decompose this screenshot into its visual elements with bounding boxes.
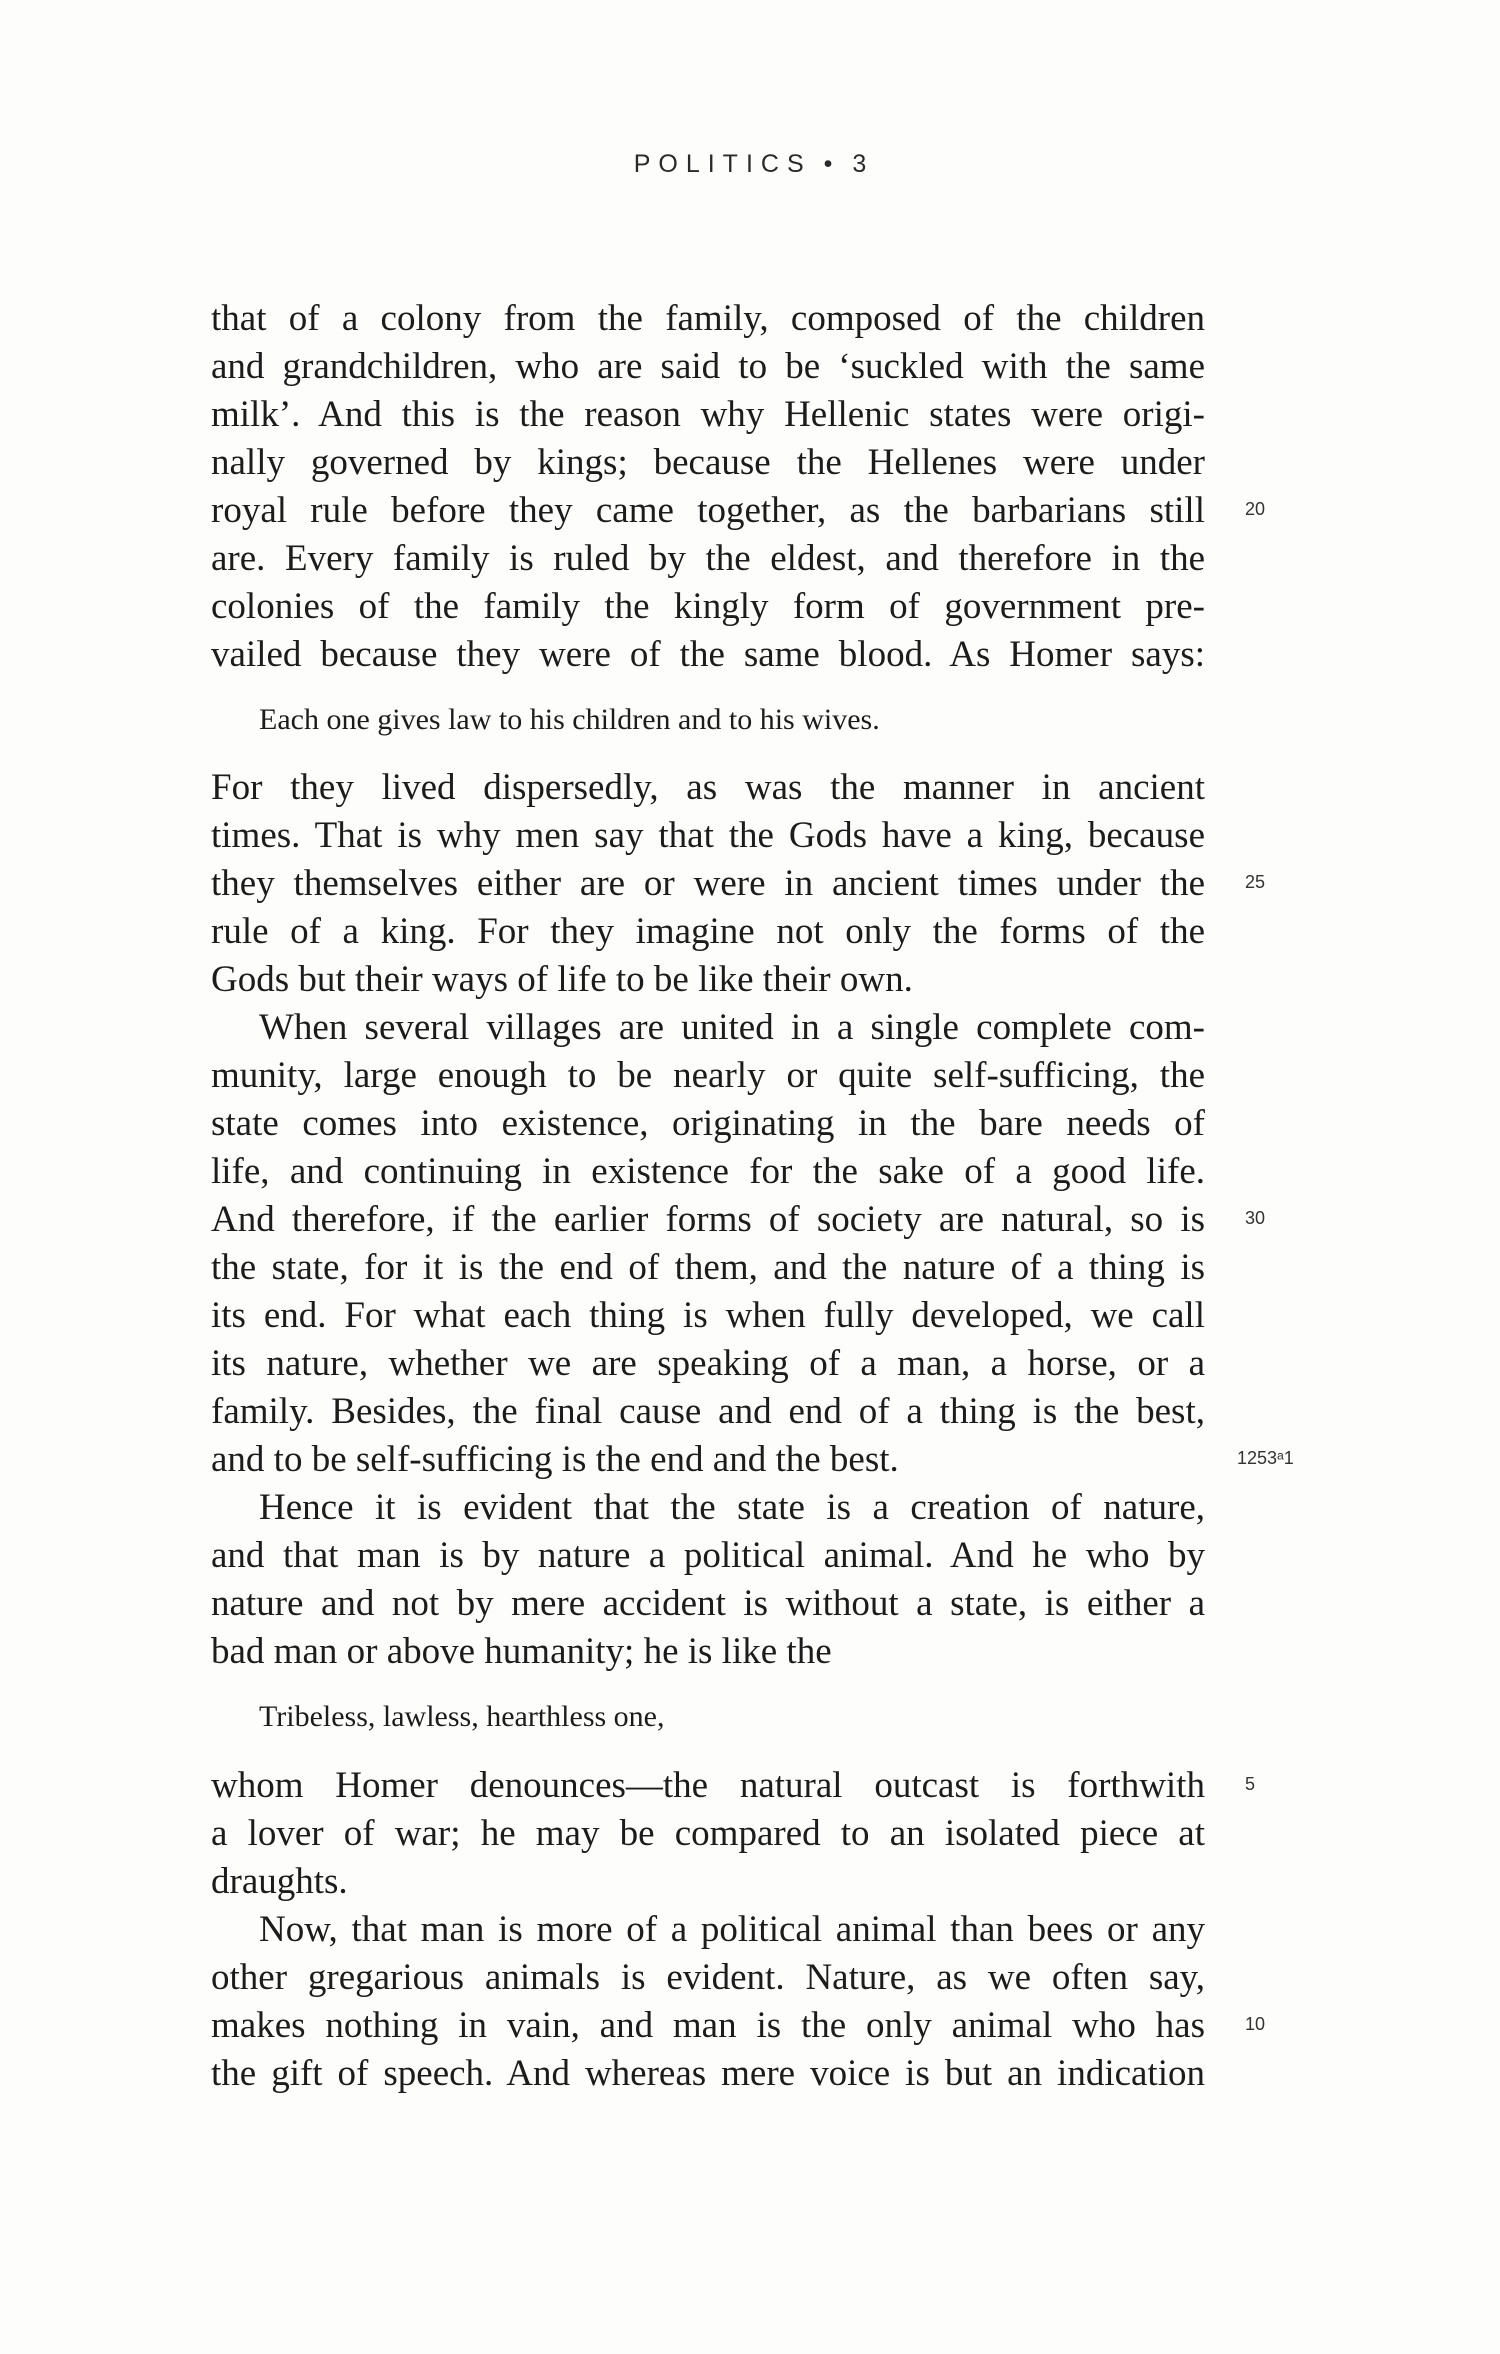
- text-line: bad man or above humanity; he is like the: [211, 1631, 832, 1672]
- text-line: its nature, whether we are speaking of a man, a horse, or a: [211, 1343, 1205, 1384]
- text-line: family. Besides, the final cause and end of a thing is the best,: [211, 1391, 1205, 1432]
- text-line: vailed because they were of the same blood. As Homer says:: [211, 634, 1205, 675]
- text-line: the gift of speech. And whereas mere voice is but an indication: [211, 2053, 1205, 2094]
- bekker-reference: 1253ᵃ1: [1237, 1448, 1294, 1468]
- text-line: munity, large enough to be nearly or quite self-sufficing, the: [211, 1055, 1205, 1096]
- text-line: and that man is by nature a political animal. And he who by: [211, 1535, 1205, 1576]
- text-line: nally governed by kings; because the Hellenes were under: [211, 442, 1205, 483]
- text-line: Gods but their ways of life to be like their own.: [211, 959, 913, 1000]
- text-line: its end. For what each thing is when fully developed, we call: [211, 1295, 1205, 1336]
- text-line: For they lived dispersedly, as was the manner in ancient: [211, 767, 1205, 808]
- text-line: life, and continuing in existence for the sake of a good life.: [211, 1151, 1205, 1192]
- text-line: milk’. And this is the reason why Hellenic states were origi-: [211, 394, 1205, 435]
- text-line: nature and not by mere accident is without a state, is either a: [211, 1583, 1205, 1624]
- text-line: are. Every family is ruled by the eldest, and therefore in the: [211, 538, 1205, 579]
- text-line: colonies of the family the kingly form of government pre-: [211, 586, 1205, 627]
- text-line: and to be self-sufficing is the end and the best.: [211, 1439, 899, 1480]
- text-line: that of a colony from the family, composed of the children: [211, 298, 1205, 339]
- verse-quote: Tribeless, lawless, hearthless one,: [259, 1700, 665, 1733]
- text-line: When several villages are united in a single complete com-: [259, 1007, 1205, 1048]
- verse-quote: Each one gives law to his children and to his wives.: [259, 703, 880, 736]
- line-number: 30: [1245, 1208, 1266, 1228]
- page-number: 3: [852, 150, 867, 178]
- text-line: the state, for it is the end of them, and the nature of a thing is: [211, 1247, 1205, 1288]
- text-line: And therefore, if the earlier forms of society are natural, so is: [211, 1199, 1205, 1240]
- text-line: rule of a king. For they imagine not only the forms of the: [211, 911, 1205, 952]
- running-head: [0, 150, 1500, 179]
- text-line: draughts.: [211, 1861, 348, 1902]
- text-line: Now, that man is more of a political animal than bees or any: [259, 1909, 1205, 1950]
- text-line: Hence it is evident that the state is a creation of nature,: [259, 1487, 1205, 1528]
- header-separator: •: [823, 150, 833, 178]
- text-line: times. That is why men say that the Gods have a king, because: [211, 815, 1205, 856]
- text-line: and grandchildren, who are said to be ‘suckled with the same: [211, 346, 1205, 387]
- text-line: royal rule before they came together, as the barbarians still: [211, 490, 1205, 531]
- text-line: other gregarious animals is evident. Nature, as we often say,: [211, 1957, 1205, 1998]
- text-line: whom Homer denounces—the natural outcast is forthwith: [211, 1765, 1205, 1806]
- book-title: POLITICS: [633, 150, 812, 178]
- text-line: state comes into existence, originating in the bare needs of: [211, 1103, 1205, 1144]
- line-number: 10: [1245, 2014, 1266, 2034]
- text-line: a lover of war; he may be compared to an isolated piece at: [211, 1813, 1205, 1854]
- line-number: 20: [1245, 499, 1266, 519]
- line-number: 25: [1245, 872, 1266, 892]
- line-number: 5: [1245, 1774, 1256, 1794]
- text-line: makes nothing in vain, and man is the only animal who has: [211, 2005, 1205, 2046]
- text-line: they themselves either are or were in ancient times under the: [211, 863, 1205, 904]
